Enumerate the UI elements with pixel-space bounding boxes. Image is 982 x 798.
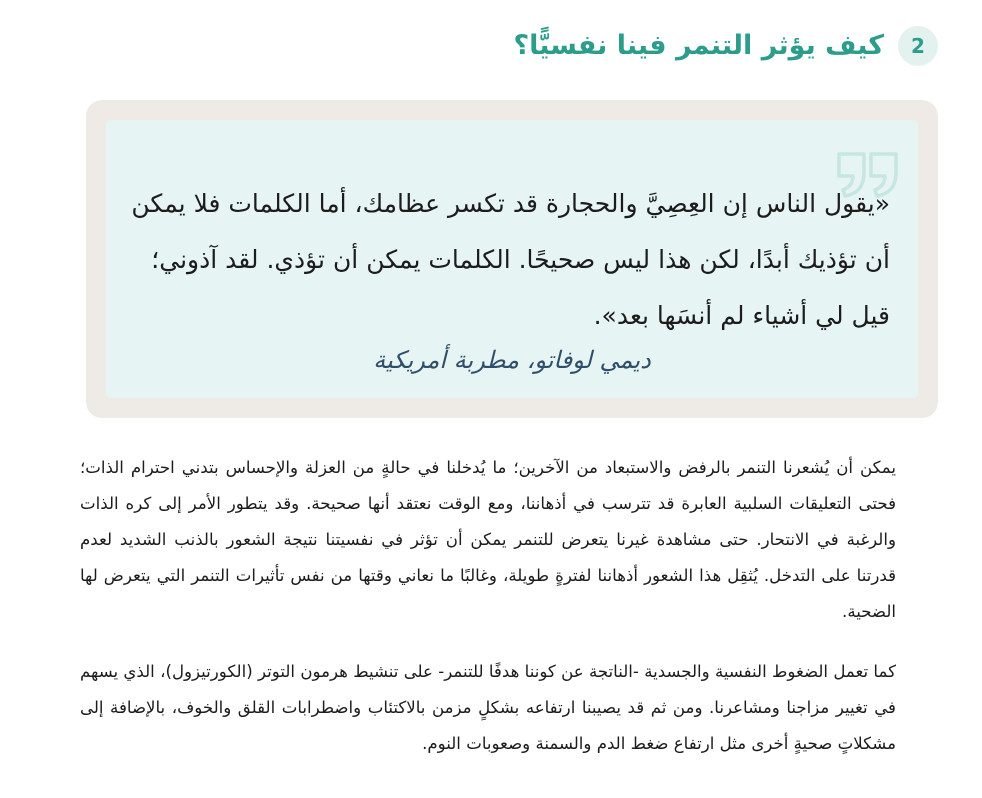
quote-text: «يقول الناس إن العِصِيَّ والحجارة قد تكسر عظامك، أما الكلمات فلا يمكن أن تؤذيك أبدًا، لكن هذا ليس صحيحًا. الكلمات يمكن أن تؤذي. لقد آذوني؛ قيل لي أشياء لم أنسَها بعد».	[131, 189, 890, 330]
quote-box	[86, 100, 938, 418]
section-title: كيف يؤثر التنمر فينا نفسيًّا؟	[513, 30, 884, 61]
body-paragraph-1: يمكن أن يُشعرنا التنمر بالرفض والاستبعاد من الآخرين؛ ما يُدخلنا في حالةٍ من العزلة والإحساس بتدني احترام الذات؛ فحتى التعليقات السلبية العابرة قد تترسب في أذهاننا، ومع الوقت نعتقد أنها صحيحة. وقد يتطور الأمر إلى كره الذات والرغبة في الانتحار. حتى مشاهدة غيرنا يتعرض للتنمر يمكن أن تؤثر في نفسيتنا نتيجة الشعور بالذنب الشديد لعدم قدرتنا على التدخل. يُثقِل هذا الشعور أذهاننا لفترةٍ طويلة، وغالبًا ما نعاني وقتها من نفس تأثيرات التنمر التي يتعرض لها الضحية.	[80, 458, 896, 621]
section-number-badge: 2	[898, 26, 938, 66]
section-header	[513, 26, 938, 66]
quote-panel	[106, 120, 918, 398]
body-paragraph-2: كما تعمل الضغوط النفسية والجسدية -الناتجة عن كوننا هدفًا للتنمر- على تنشيط هرمون التوتر (الكورتيزول)، الذي يسهم في تغيير مزاجنا ومشاعرنا. ومن ثم قد يصيبنا ارتفاعه بشكلٍ مزمن بالاكتئاب واضطرابات القلق والخوف، بالإضافة إلى مشكلاتٍ صحيةٍ أخرى مثل ارتفاع ضغط الدم والسمنة وصعوبات النوم.	[80, 662, 896, 753]
quote-author: ديمي لوفاتو، مطربة أمريكية	[373, 346, 651, 374]
